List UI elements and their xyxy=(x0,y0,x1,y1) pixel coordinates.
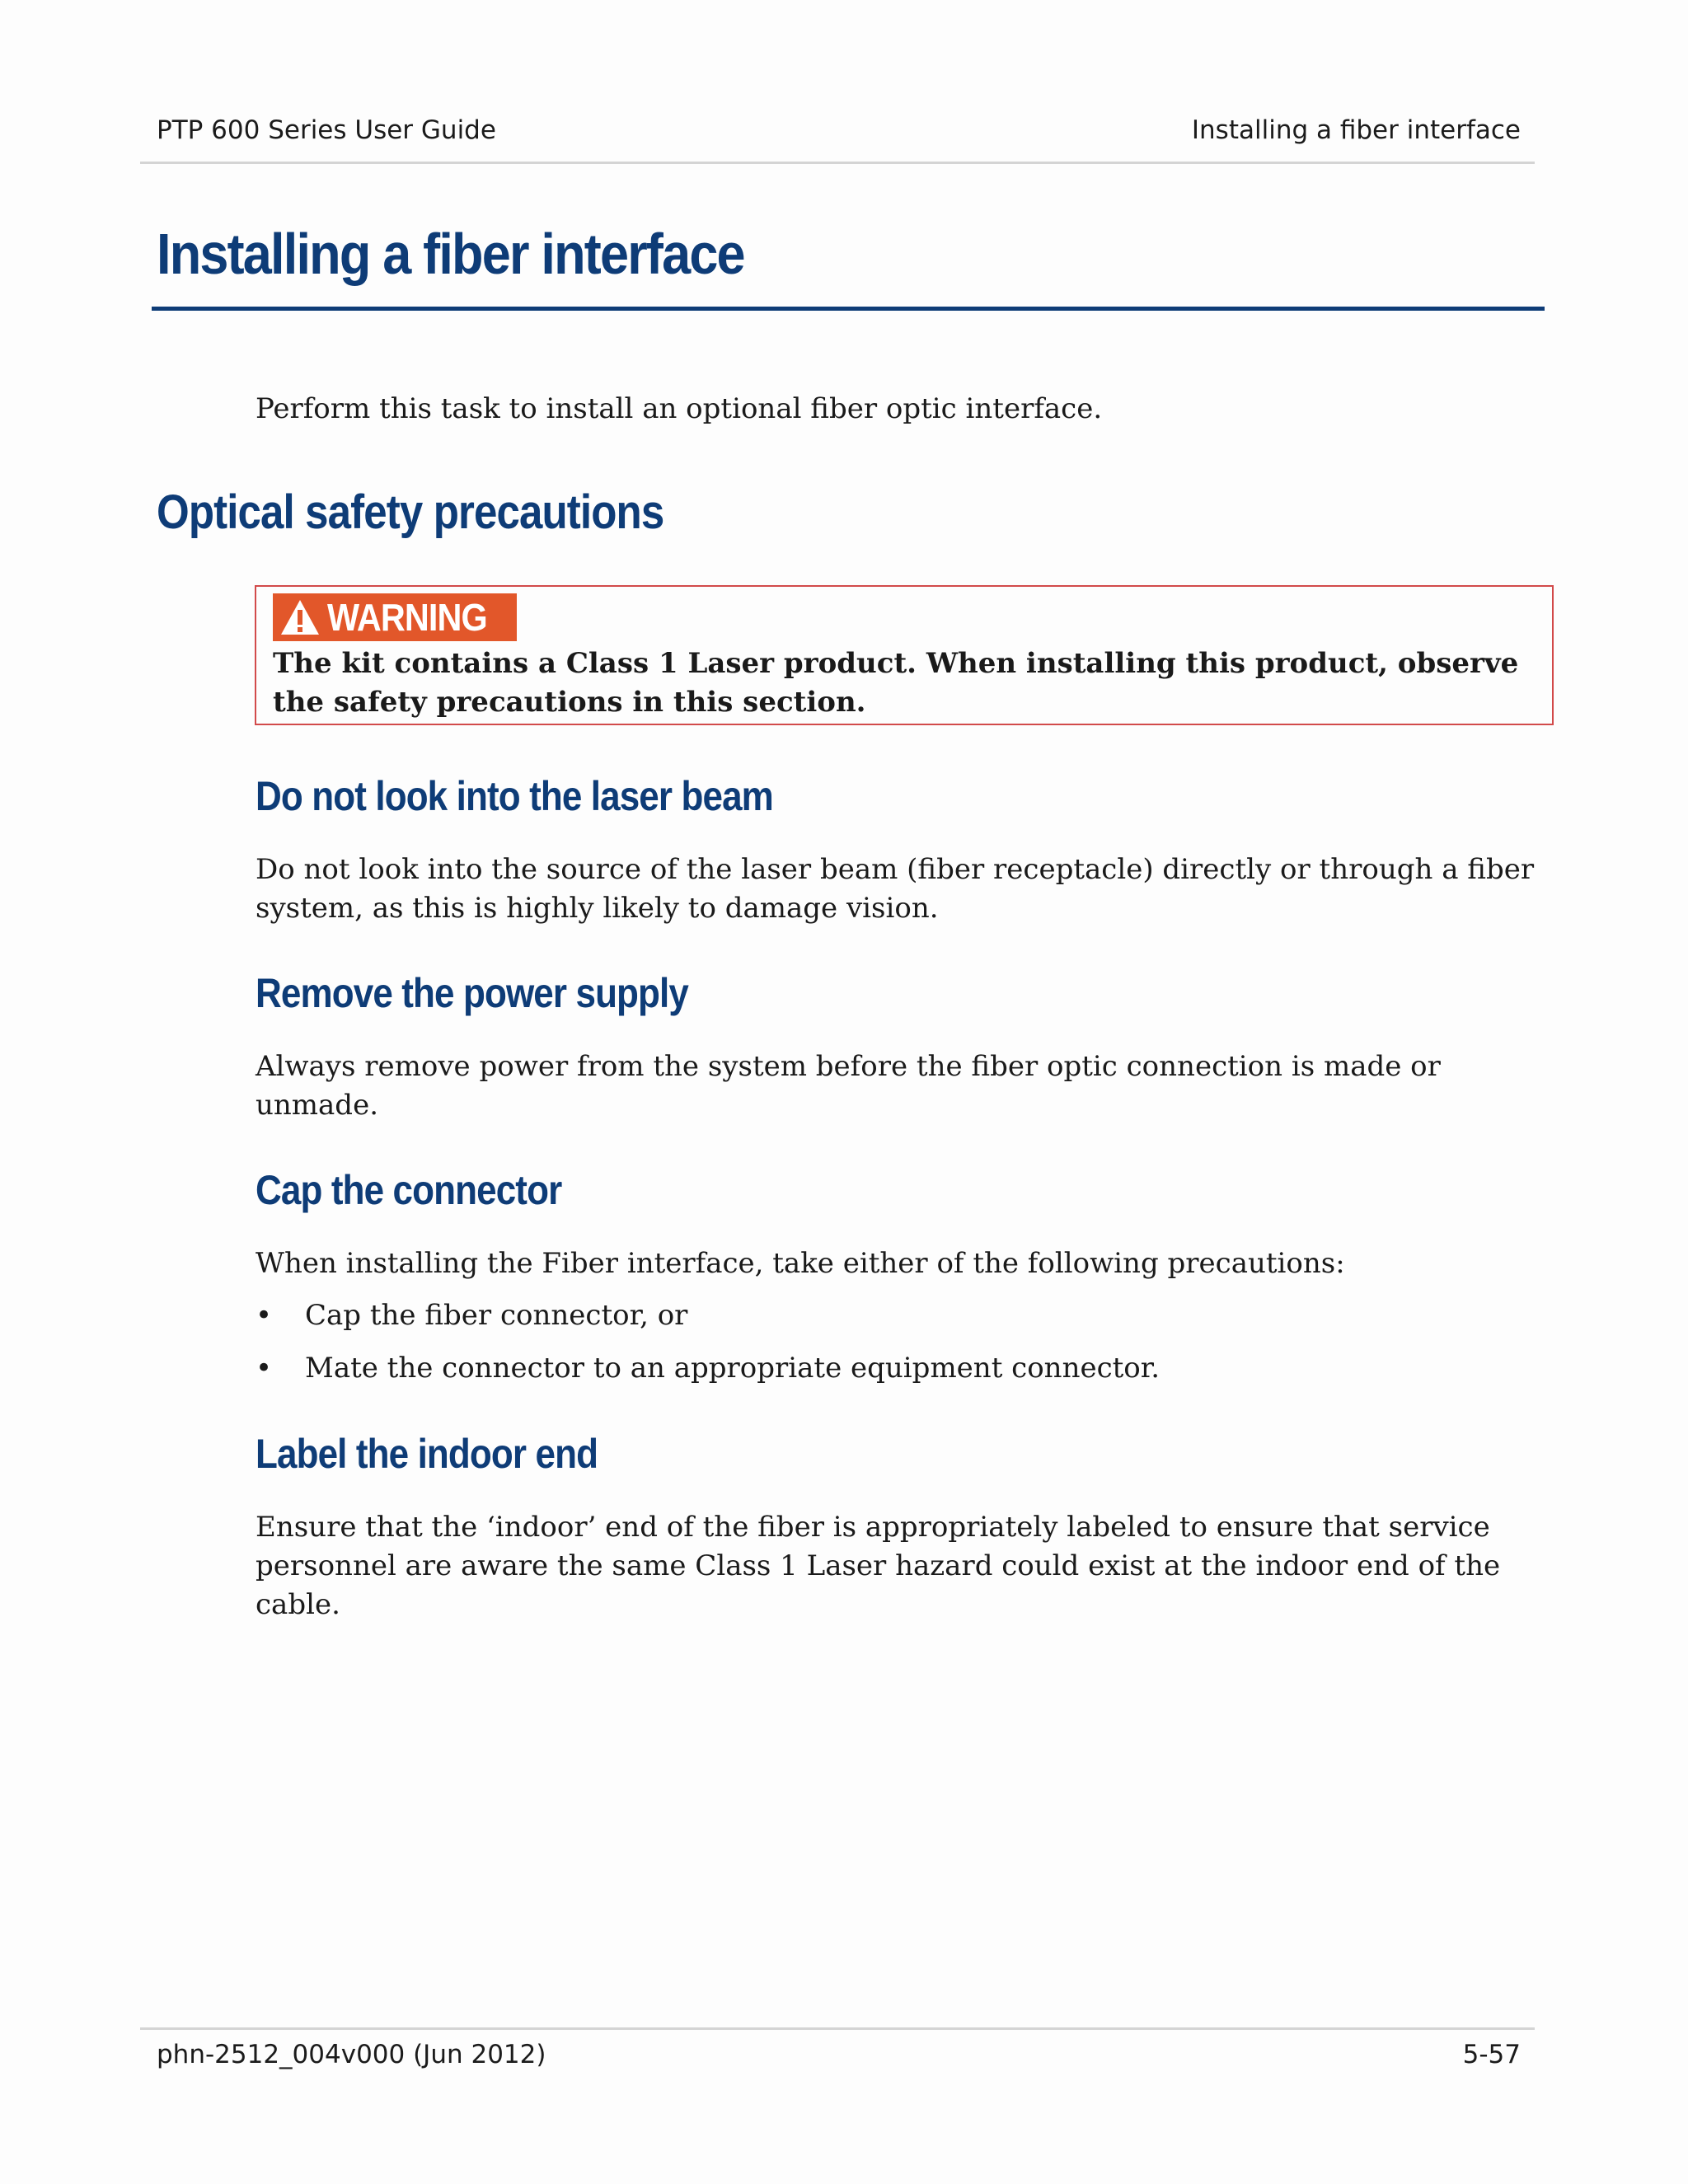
subsection-heading-laser-beam: Do not look into the laser beam xyxy=(256,773,773,819)
footer-doc-id: phn-2512_004v000 (Jun 2012) xyxy=(157,2040,546,2069)
title-underline xyxy=(152,307,1545,311)
page-footer xyxy=(157,2040,1521,2073)
warning-triangle-icon xyxy=(279,598,321,636)
page-number: 5-57 xyxy=(1462,2040,1521,2069)
subsection-heading-indoor-end: Label the indoor end xyxy=(256,1431,598,1477)
page-header xyxy=(157,115,1521,148)
header-section-title: Installing a fiber interface xyxy=(1191,115,1521,145)
subsection-heading-power-supply: Remove the power supply xyxy=(256,970,689,1016)
intro-paragraph: Perform this task to install an optional fiber optic interface. xyxy=(256,392,1103,425)
list-item-text: Mate the connector to an appropriate equipment connector. xyxy=(305,1352,1160,1385)
warning-callout xyxy=(255,585,1554,725)
subsection-heading-cap-connector: Cap the connector xyxy=(256,1167,562,1213)
warning-label: WARNING xyxy=(327,596,487,639)
section-heading: Optical safety precautions xyxy=(157,485,664,539)
footer-divider xyxy=(140,2027,1535,2030)
warning-badge xyxy=(273,593,517,641)
subsection-body-indoor-end: Ensure that the ‘indoor’ end of the fiber is appropriately labeled to ensure that service personnel are aware the same Class 1 Laser hazard could exist at the indoor end of the cable. xyxy=(256,1511,1501,1621)
subsection-body-cap-connector: When installing the Fiber interface, take either of the following precautions: xyxy=(256,1247,1345,1280)
page-title: Installing a fiber interface xyxy=(157,222,744,286)
bullet-icon: • xyxy=(256,1352,273,1385)
bullet-icon: • xyxy=(256,1299,273,1332)
header-doc-title: PTP 600 Series User Guide xyxy=(157,115,496,145)
subsection-body-laser-beam: Do not look into the source of the laser beam (fiber receptacle) directly or through a fiber system, as this is highly likely to damage vision. xyxy=(256,853,1535,925)
list-item-text: Cap the fiber connector, or xyxy=(305,1299,688,1332)
header-divider xyxy=(140,162,1535,164)
warning-text: The kit contains a Class 1 Laser product. When installing this product, observe the safety precautions in this section. xyxy=(273,647,1519,719)
subsection-body-power-supply: Always remove power from the system before the fiber optic connection is made or unmade. xyxy=(256,1050,1441,1122)
